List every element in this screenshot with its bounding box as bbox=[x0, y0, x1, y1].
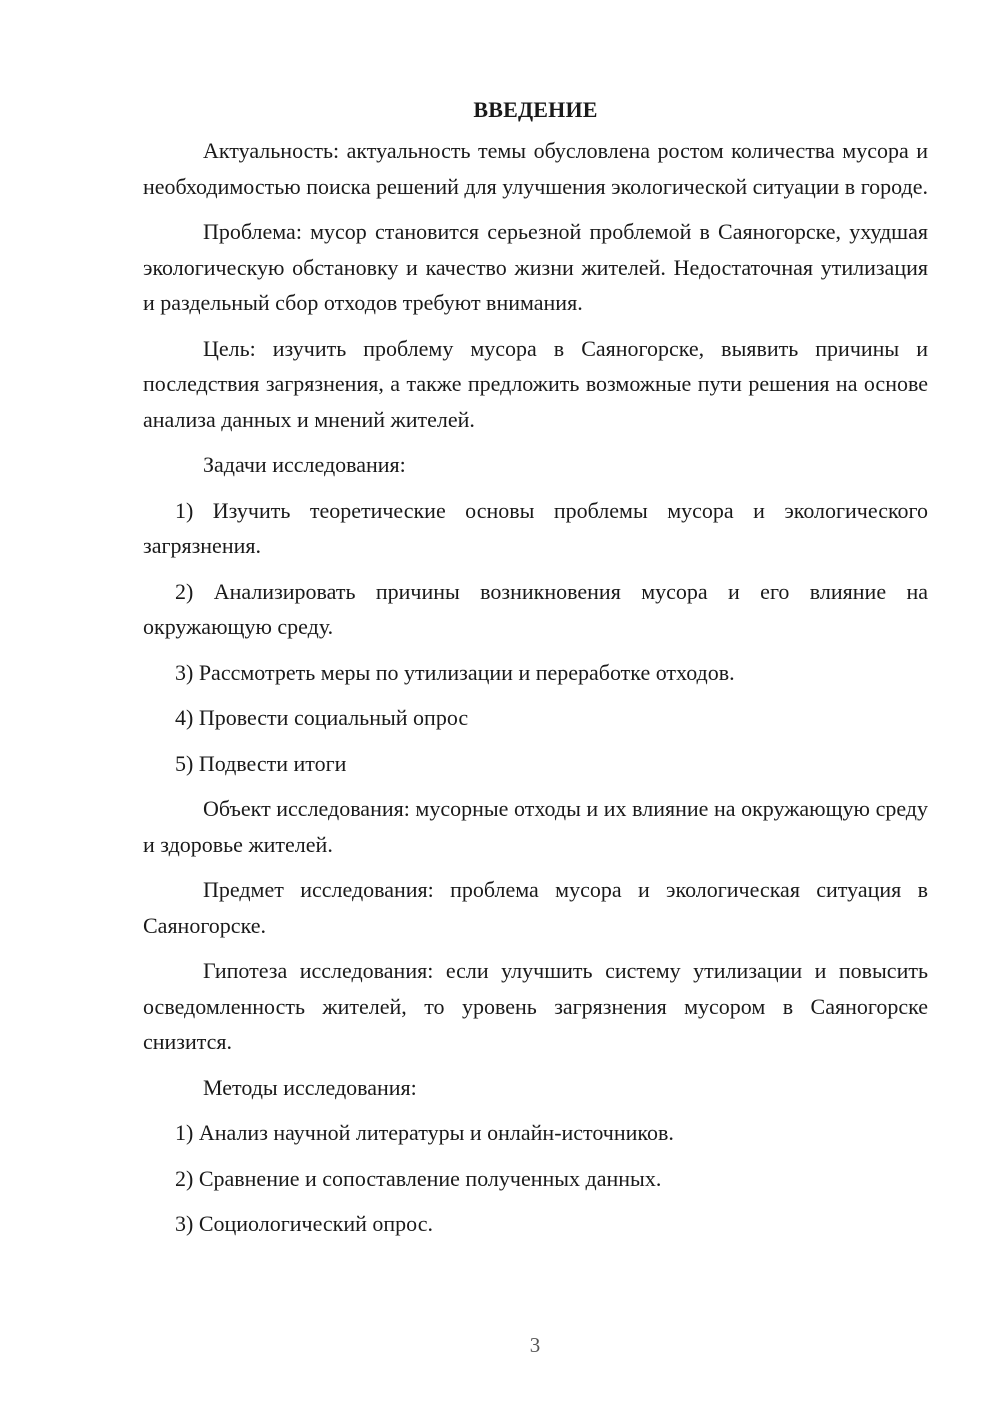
task-item-1: 1) Изучить теоретические основы проблемы мусора и экологического загрязнения. bbox=[143, 497, 928, 558]
problem-paragraph: Проблема: мусор становится серьезной проблемой в Саяногорске, ухудшая экологическую обстановку и качество жизни жителей. Недостаточная утилизация и раздельный сбор отходов требуют внимания. bbox=[143, 219, 928, 315]
page-number: 3 bbox=[529, 1333, 541, 1357]
method-item-2: 2) Сравнение и сопоставление полученных данных. bbox=[175, 1165, 662, 1191]
document-page bbox=[143, 92, 928, 1242]
task-item-3: 3) Рассмотреть меры по утилизации и переработке отходов. bbox=[175, 659, 735, 685]
goal-paragraph: Цель: изучить проблему мусора в Саяногорске, выявить причины и последствия загрязнения, а также предложить возможные пути решения на основе анализа данных и мнений жителей. bbox=[143, 335, 928, 432]
relevance-paragraph: Актуальность: актуальность темы обусловлена ростом количества мусора и необходимостью поиска решений для улучшения экологической ситуации в городе. bbox=[143, 138, 928, 199]
methods-title: Методы исследования: bbox=[203, 1074, 417, 1100]
hypothesis-paragraph: Гипотеза исследования: если улучшить систему утилизации и повысить осведомленность жителей, то уровень загрязнения мусором в Саяногорске снизится. bbox=[143, 958, 928, 1054]
method-item-3: 3) Социологический опрос. bbox=[175, 1211, 433, 1236]
subject-paragraph: Предмет исследования: проблема мусора и экологическая ситуация в Саяногорске. bbox=[143, 877, 928, 938]
task-item-4: 4) Провести социальный опрос bbox=[175, 705, 469, 730]
method-item-1: 1) Анализ научной литературы и онлайн-источников. bbox=[175, 1120, 674, 1145]
task-item-2: 2) Анализировать причины возникновения мусора и его влияние на окружающую среду. bbox=[143, 578, 928, 639]
task-item-5: 5) Подвести итоги bbox=[175, 750, 347, 776]
object-paragraph: Объект исследования: мусорные отходы и их влияние на окружающую среду и здоровье жителей. bbox=[143, 796, 928, 857]
tasks-title: Задачи исследования: bbox=[203, 452, 406, 477]
page-heading: ВВЕДЕНИЕ bbox=[473, 97, 598, 122]
